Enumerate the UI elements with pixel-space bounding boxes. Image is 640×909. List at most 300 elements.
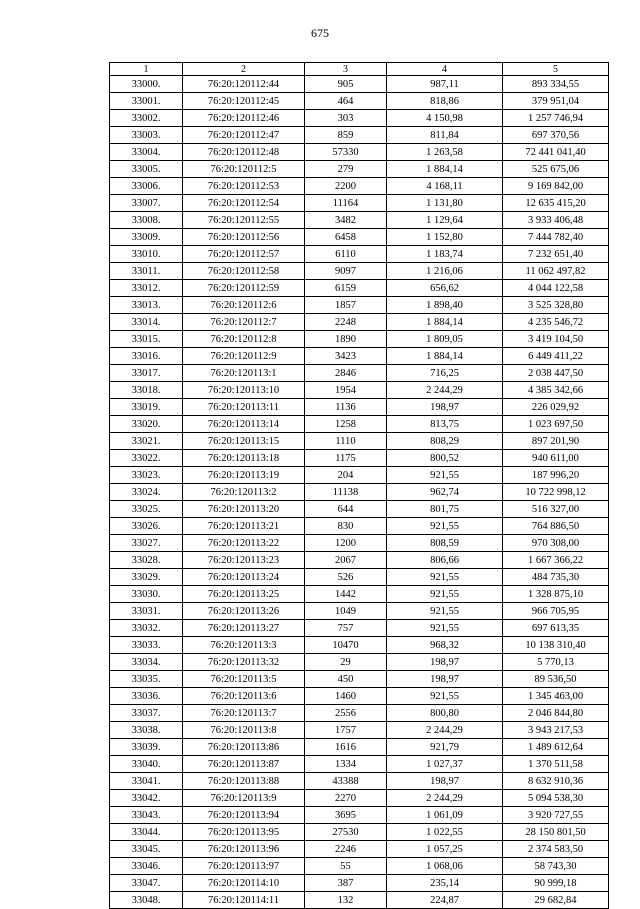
header-row <box>110 63 609 76</box>
area-cell: 204 <box>305 467 387 484</box>
table-row <box>110 603 609 620</box>
table-row <box>110 484 609 501</box>
cadastral-number-cell: 76:20:120113:6 <box>183 688 305 705</box>
row-number-cell: 33022. <box>110 450 183 467</box>
cadastral-number-cell: 76:20:120113:10 <box>183 382 305 399</box>
area-cell: 2556 <box>305 705 387 722</box>
table-row <box>110 501 609 518</box>
row-number-cell: 33003. <box>110 127 183 144</box>
table-row <box>110 331 609 348</box>
rate-cell: 1 216,06 <box>387 263 503 280</box>
area-cell: 6159 <box>305 280 387 297</box>
table-row <box>110 773 609 790</box>
value-cell: 10 138 310,40 <box>503 637 609 654</box>
table-row <box>110 93 609 110</box>
cadastral-number-cell: 76:20:120112:5 <box>183 161 305 178</box>
cadastral-number-cell: 76:20:120112:53 <box>183 178 305 195</box>
table-row <box>110 127 609 144</box>
rate-cell: 987,11 <box>387 76 503 93</box>
cadastral-number-cell: 76:20:120112:55 <box>183 212 305 229</box>
area-cell: 1258 <box>305 416 387 433</box>
table-row <box>110 297 609 314</box>
cadastral-number-cell: 76:20:120112:8 <box>183 331 305 348</box>
value-cell: 379 951,04 <box>503 93 609 110</box>
table-row <box>110 552 609 569</box>
row-number-cell: 33017. <box>110 365 183 382</box>
cadastral-number-cell: 76:20:120113:14 <box>183 416 305 433</box>
cadastral-number-cell: 76:20:120113:5 <box>183 671 305 688</box>
value-cell: 8 632 910,36 <box>503 773 609 790</box>
area-cell: 132 <box>305 892 387 909</box>
value-cell: 7 444 782,40 <box>503 229 609 246</box>
area-cell: 3482 <box>305 212 387 229</box>
column-header-5: 5 <box>503 63 609 76</box>
row-number-cell: 33012. <box>110 280 183 297</box>
cadastral-number-cell: 76:20:120113:97 <box>183 858 305 875</box>
rate-cell: 1 129,64 <box>387 212 503 229</box>
area-cell: 2246 <box>305 841 387 858</box>
value-cell: 1 257 746,94 <box>503 110 609 127</box>
row-number-cell: 33039. <box>110 739 183 756</box>
value-cell: 3 920 727,55 <box>503 807 609 824</box>
cadastral-number-cell: 76:20:120113:7 <box>183 705 305 722</box>
cadastral-number-cell: 76:20:120113:95 <box>183 824 305 841</box>
area-cell: 2846 <box>305 365 387 382</box>
row-number-cell: 33046. <box>110 858 183 875</box>
area-cell: 1460 <box>305 688 387 705</box>
area-cell: 27530 <box>305 824 387 841</box>
row-number-cell: 33042. <box>110 790 183 807</box>
value-cell: 29 682,84 <box>503 892 609 909</box>
row-number-cell: 33023. <box>110 467 183 484</box>
row-number-cell: 33010. <box>110 246 183 263</box>
value-cell: 72 441 041,40 <box>503 144 609 161</box>
value-cell: 5 094 538,30 <box>503 790 609 807</box>
value-cell: 1 667 366,22 <box>503 552 609 569</box>
rate-cell: 921,55 <box>387 603 503 620</box>
row-number-cell: 33008. <box>110 212 183 229</box>
area-cell: 11138 <box>305 484 387 501</box>
row-number-cell: 33032. <box>110 620 183 637</box>
table-row <box>110 178 609 195</box>
value-cell: 697 613,35 <box>503 620 609 637</box>
cadastral-number-cell: 76:20:120113:88 <box>183 773 305 790</box>
table-row <box>110 722 609 739</box>
cadastral-number-cell: 76:20:120113:26 <box>183 603 305 620</box>
cadastral-number-cell: 76:20:120112:57 <box>183 246 305 263</box>
value-cell: 516 327,00 <box>503 501 609 518</box>
rate-cell: 1 061,09 <box>387 807 503 824</box>
row-number-cell: 33043. <box>110 807 183 824</box>
rate-cell: 813,75 <box>387 416 503 433</box>
table-row <box>110 705 609 722</box>
row-number-cell: 33019. <box>110 399 183 416</box>
row-number-cell: 33048. <box>110 892 183 909</box>
table-row <box>110 807 609 824</box>
table-row <box>110 671 609 688</box>
area-cell: 2200 <box>305 178 387 195</box>
cadastral-number-cell: 76:20:120113:27 <box>183 620 305 637</box>
table-row <box>110 229 609 246</box>
value-cell: 2 046 844,80 <box>503 705 609 722</box>
value-cell: 970 308,00 <box>503 535 609 552</box>
rate-cell: 921,55 <box>387 467 503 484</box>
value-cell: 1 328 875,10 <box>503 586 609 603</box>
table-row <box>110 212 609 229</box>
table-row <box>110 858 609 875</box>
area-cell: 1857 <box>305 297 387 314</box>
area-cell: 644 <box>305 501 387 518</box>
cadastral-number-cell: 76:20:120112:59 <box>183 280 305 297</box>
area-cell: 55 <box>305 858 387 875</box>
area-cell: 1200 <box>305 535 387 552</box>
rate-cell: 1 884,14 <box>387 348 503 365</box>
rate-cell: 198,97 <box>387 654 503 671</box>
cadastral-number-cell: 76:20:120113:2 <box>183 484 305 501</box>
rate-cell: 656,62 <box>387 280 503 297</box>
value-cell: 4 385 342,66 <box>503 382 609 399</box>
cadastral-number-cell: 76:20:120113:15 <box>183 433 305 450</box>
table-row <box>110 246 609 263</box>
row-number-cell: 33024. <box>110 484 183 501</box>
value-cell: 90 999,18 <box>503 875 609 892</box>
area-cell: 526 <box>305 569 387 586</box>
row-number-cell: 33020. <box>110 416 183 433</box>
rate-cell: 2 244,29 <box>387 382 503 399</box>
row-number-cell: 33045. <box>110 841 183 858</box>
rate-cell: 198,97 <box>387 671 503 688</box>
rate-cell: 716,25 <box>387 365 503 382</box>
rate-cell: 1 263,58 <box>387 144 503 161</box>
area-cell: 2248 <box>305 314 387 331</box>
rate-cell: 808,29 <box>387 433 503 450</box>
area-cell: 859 <box>305 127 387 144</box>
table-row <box>110 586 609 603</box>
cadastral-number-cell: 76:20:120112:58 <box>183 263 305 280</box>
row-number-cell: 33013. <box>110 297 183 314</box>
table-row <box>110 892 609 909</box>
rate-cell: 968,32 <box>387 637 503 654</box>
page-number: 675 <box>311 26 329 40</box>
rate-cell: 921,55 <box>387 518 503 535</box>
rate-cell: 921,55 <box>387 586 503 603</box>
table-row <box>110 399 609 416</box>
cadastral-number-cell: 76:20:120113:24 <box>183 569 305 586</box>
cadastral-number-cell: 76:20:120112:7 <box>183 314 305 331</box>
area-cell: 29 <box>305 654 387 671</box>
row-number-cell: 33006. <box>110 178 183 195</box>
cadastral-number-cell: 76:20:120112:56 <box>183 229 305 246</box>
row-number-cell: 33041. <box>110 773 183 790</box>
table-row <box>110 382 609 399</box>
row-number-cell: 33026. <box>110 518 183 535</box>
rate-cell: 1 131,80 <box>387 195 503 212</box>
value-cell: 10 722 998,12 <box>503 484 609 501</box>
value-cell: 9 169 842,00 <box>503 178 609 195</box>
row-number-cell: 33016. <box>110 348 183 365</box>
value-cell: 1 370 511,58 <box>503 756 609 773</box>
cadastral-number-cell: 76:20:120113:96 <box>183 841 305 858</box>
row-number-cell: 33002. <box>110 110 183 127</box>
rate-cell: 921,55 <box>387 688 503 705</box>
cadastral-number-cell: 76:20:120113:11 <box>183 399 305 416</box>
row-number-cell: 33035. <box>110 671 183 688</box>
cadastral-number-cell: 76:20:120113:20 <box>183 501 305 518</box>
row-number-cell: 33037. <box>110 705 183 722</box>
rate-cell: 1 027,37 <box>387 756 503 773</box>
area-cell: 387 <box>305 875 387 892</box>
row-number-cell: 33005. <box>110 161 183 178</box>
table-row <box>110 841 609 858</box>
table-row <box>110 348 609 365</box>
row-number-cell: 33034. <box>110 654 183 671</box>
area-cell: 43388 <box>305 773 387 790</box>
value-cell: 1 489 612,64 <box>503 739 609 756</box>
row-number-cell: 33021. <box>110 433 183 450</box>
rate-cell: 2 244,29 <box>387 722 503 739</box>
value-cell: 897 201,90 <box>503 433 609 450</box>
area-cell: 450 <box>305 671 387 688</box>
value-cell: 1 345 463,00 <box>503 688 609 705</box>
value-cell: 4 235 546,72 <box>503 314 609 331</box>
cadastral-number-cell: 76:20:120113:19 <box>183 467 305 484</box>
rate-cell: 801,75 <box>387 501 503 518</box>
table-row <box>110 110 609 127</box>
table-row <box>110 535 609 552</box>
area-cell: 3695 <box>305 807 387 824</box>
cadastral-number-cell: 76:20:120113:86 <box>183 739 305 756</box>
value-cell: 1 023 697,50 <box>503 416 609 433</box>
area-cell: 57330 <box>305 144 387 161</box>
value-cell: 187 996,20 <box>503 467 609 484</box>
table-row <box>110 739 609 756</box>
cadastral-number-cell: 76:20:120112:46 <box>183 110 305 127</box>
table-row <box>110 654 609 671</box>
cadastral-number-cell: 76:20:120113:8 <box>183 722 305 739</box>
area-cell: 6110 <box>305 246 387 263</box>
table-row <box>110 467 609 484</box>
row-number-cell: 33009. <box>110 229 183 246</box>
rate-cell: 921,79 <box>387 739 503 756</box>
area-cell: 1136 <box>305 399 387 416</box>
value-cell: 89 536,50 <box>503 671 609 688</box>
rate-cell: 1 898,40 <box>387 297 503 314</box>
row-number-cell: 33018. <box>110 382 183 399</box>
area-cell: 757 <box>305 620 387 637</box>
table-row <box>110 756 609 773</box>
cadastral-number-cell: 76:20:120113:23 <box>183 552 305 569</box>
value-cell: 3 419 104,50 <box>503 331 609 348</box>
cadastral-number-cell: 76:20:120113:9 <box>183 790 305 807</box>
row-number-cell: 33001. <box>110 93 183 110</box>
row-number-cell: 33025. <box>110 501 183 518</box>
cadastral-number-cell: 76:20:120112:44 <box>183 76 305 93</box>
value-cell: 3 933 406,48 <box>503 212 609 229</box>
rate-cell: 235,14 <box>387 875 503 892</box>
rate-cell: 1 884,14 <box>387 161 503 178</box>
table-row <box>110 637 609 654</box>
cadastral-number-cell: 76:20:120114:10 <box>183 875 305 892</box>
table-row <box>110 824 609 841</box>
area-cell: 10470 <box>305 637 387 654</box>
rate-cell: 800,52 <box>387 450 503 467</box>
table-row <box>110 569 609 586</box>
row-number-cell: 33040. <box>110 756 183 773</box>
value-cell: 58 743,30 <box>503 858 609 875</box>
table-row <box>110 314 609 331</box>
value-cell: 525 675,06 <box>503 161 609 178</box>
table-row <box>110 161 609 178</box>
row-number-cell: 33029. <box>110 569 183 586</box>
area-cell: 3423 <box>305 348 387 365</box>
rate-cell: 921,55 <box>387 569 503 586</box>
table-row <box>110 875 609 892</box>
value-cell: 3 943 217,53 <box>503 722 609 739</box>
row-number-cell: 33027. <box>110 535 183 552</box>
value-cell: 6 449 411,22 <box>503 348 609 365</box>
cadastral-number-cell: 76:20:120113:94 <box>183 807 305 824</box>
table-row <box>110 416 609 433</box>
rate-cell: 2 244,29 <box>387 790 503 807</box>
area-cell: 1890 <box>305 331 387 348</box>
area-cell: 1757 <box>305 722 387 739</box>
row-number-cell: 33047. <box>110 875 183 892</box>
value-cell: 893 334,55 <box>503 76 609 93</box>
cadastral-number-cell: 76:20:120113:87 <box>183 756 305 773</box>
rate-cell: 4 168,11 <box>387 178 503 195</box>
rate-cell: 921,55 <box>387 620 503 637</box>
row-number-cell: 33044. <box>110 824 183 841</box>
rate-cell: 1 809,05 <box>387 331 503 348</box>
area-cell: 9097 <box>305 263 387 280</box>
value-cell: 28 150 801,50 <box>503 824 609 841</box>
area-cell: 2067 <box>305 552 387 569</box>
table-row <box>110 518 609 535</box>
area-cell: 830 <box>305 518 387 535</box>
cadastral-number-cell: 76:20:120113:22 <box>183 535 305 552</box>
table-row <box>110 688 609 705</box>
row-number-cell: 33028. <box>110 552 183 569</box>
area-cell: 279 <box>305 161 387 178</box>
cadastral-number-cell: 76:20:120112:45 <box>183 93 305 110</box>
area-cell: 1954 <box>305 382 387 399</box>
area-cell: 1175 <box>305 450 387 467</box>
value-cell: 697 370,56 <box>503 127 609 144</box>
value-cell: 11 062 497,82 <box>503 263 609 280</box>
table-row <box>110 263 609 280</box>
cadastral-number-cell: 76:20:120112:48 <box>183 144 305 161</box>
cadastral-number-cell: 76:20:120112:6 <box>183 297 305 314</box>
area-cell: 11164 <box>305 195 387 212</box>
value-cell: 2 038 447,50 <box>503 365 609 382</box>
rate-cell: 1 152,80 <box>387 229 503 246</box>
rate-cell: 1 057,25 <box>387 841 503 858</box>
area-cell: 1442 <box>305 586 387 603</box>
row-number-cell: 33015. <box>110 331 183 348</box>
rate-cell: 1 068,06 <box>387 858 503 875</box>
column-header-1: 1 <box>110 63 183 76</box>
value-cell: 3 525 328,80 <box>503 297 609 314</box>
area-cell: 1616 <box>305 739 387 756</box>
cadastral-number-cell: 76:20:120113:32 <box>183 654 305 671</box>
value-cell: 940 611,00 <box>503 450 609 467</box>
rate-cell: 1 884,14 <box>387 314 503 331</box>
column-header-2: 2 <box>183 63 305 76</box>
cadastral-number-cell: 76:20:120113:25 <box>183 586 305 603</box>
rate-cell: 800,80 <box>387 705 503 722</box>
data-table <box>109 62 609 909</box>
rate-cell: 198,97 <box>387 773 503 790</box>
rate-cell: 962,74 <box>387 484 503 501</box>
row-number-cell: 33038. <box>110 722 183 739</box>
row-number-cell: 33036. <box>110 688 183 705</box>
table-row <box>110 620 609 637</box>
table-body <box>110 76 609 909</box>
area-cell: 1110 <box>305 433 387 450</box>
cadastral-number-cell: 76:20:120112:9 <box>183 348 305 365</box>
cadastral-number-cell: 76:20:120113:18 <box>183 450 305 467</box>
row-number-cell: 33033. <box>110 637 183 654</box>
table-row <box>110 450 609 467</box>
area-cell: 464 <box>305 93 387 110</box>
rate-cell: 811,84 <box>387 127 503 144</box>
area-cell: 303 <box>305 110 387 127</box>
value-cell: 7 232 651,40 <box>503 246 609 263</box>
cadastral-number-cell: 76:20:120113:21 <box>183 518 305 535</box>
cadastral-number-cell: 76:20:120113:3 <box>183 637 305 654</box>
row-number-cell: 33007. <box>110 195 183 212</box>
row-number-cell: 33011. <box>110 263 183 280</box>
rate-cell: 1 022,55 <box>387 824 503 841</box>
row-number-cell: 33004. <box>110 144 183 161</box>
column-header-3: 3 <box>305 63 387 76</box>
area-cell: 6458 <box>305 229 387 246</box>
value-cell: 966 705,95 <box>503 603 609 620</box>
column-header-4: 4 <box>387 63 503 76</box>
area-cell: 2270 <box>305 790 387 807</box>
area-cell: 1049 <box>305 603 387 620</box>
table-row <box>110 195 609 212</box>
rate-cell: 198,97 <box>387 399 503 416</box>
rate-cell: 818,86 <box>387 93 503 110</box>
rate-cell: 1 183,74 <box>387 246 503 263</box>
rate-cell: 808,59 <box>387 535 503 552</box>
value-cell: 5 770,13 <box>503 654 609 671</box>
area-cell: 1334 <box>305 756 387 773</box>
area-cell: 905 <box>305 76 387 93</box>
cadastral-number-cell: 76:20:120114:11 <box>183 892 305 909</box>
value-cell: 12 635 415,20 <box>503 195 609 212</box>
table-row <box>110 76 609 93</box>
value-cell: 4 044 122,58 <box>503 280 609 297</box>
table-row <box>110 790 609 807</box>
value-cell: 226 029,92 <box>503 399 609 416</box>
value-cell: 484 735,30 <box>503 569 609 586</box>
table-row <box>110 280 609 297</box>
table-row <box>110 433 609 450</box>
value-cell: 2 374 583,50 <box>503 841 609 858</box>
value-cell: 764 886,50 <box>503 518 609 535</box>
table-row <box>110 144 609 161</box>
row-number-cell: 33000. <box>110 76 183 93</box>
cadastral-number-cell: 76:20:120112:54 <box>183 195 305 212</box>
rate-cell: 4 150,98 <box>387 110 503 127</box>
rate-cell: 806,66 <box>387 552 503 569</box>
row-number-cell: 33031. <box>110 603 183 620</box>
row-number-cell: 33014. <box>110 314 183 331</box>
cadastral-number-cell: 76:20:120113:1 <box>183 365 305 382</box>
cadastral-number-cell: 76:20:120112:47 <box>183 127 305 144</box>
